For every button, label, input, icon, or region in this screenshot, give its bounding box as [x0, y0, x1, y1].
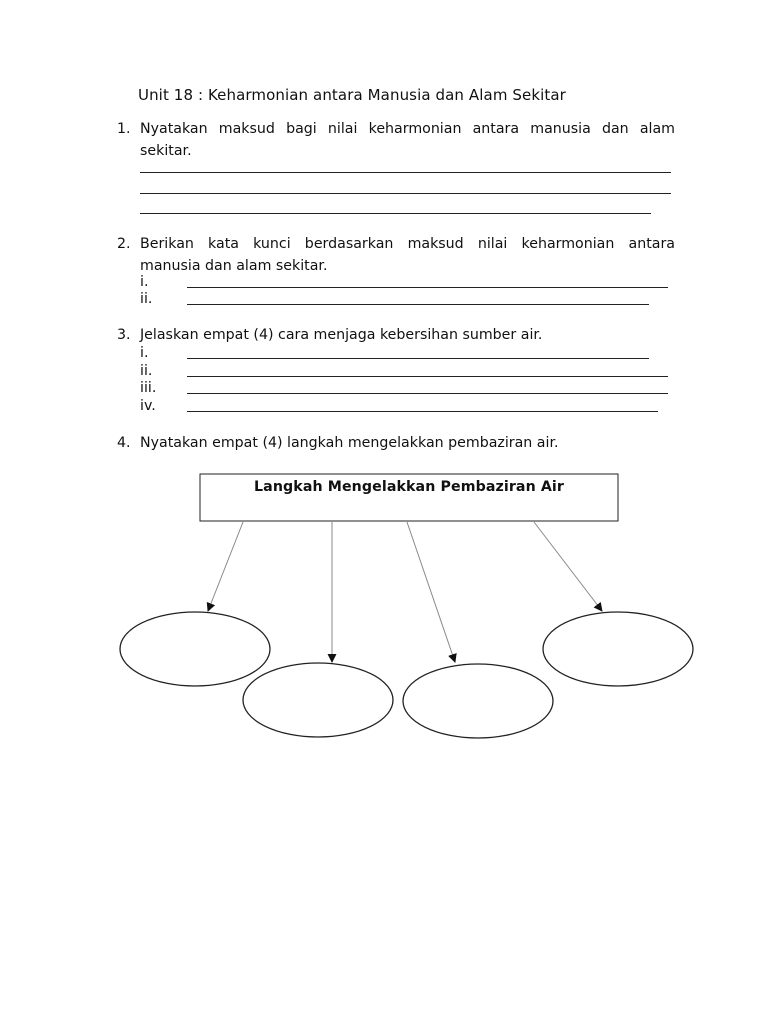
question-1-number: 1.	[117, 121, 131, 137]
diagram-title: Langkah Mengelakkan Pembaziran Air	[254, 479, 564, 495]
item-label: iii.	[140, 380, 157, 396]
question-2-number: 2.	[117, 236, 131, 252]
answer-ellipse-3[interactable]	[403, 664, 553, 738]
question-3-number: 3.	[117, 327, 131, 343]
question-2-line-1: Berikan kata kunci berdasarkan maksud nilai keharmonian antara	[140, 236, 675, 252]
answer-ellipse-1[interactable]	[120, 612, 270, 686]
item-label: i.	[140, 274, 149, 290]
question-1-line-1: Nyatakan maksud bagi nilai keharmonian antara manusia dan alam	[140, 121, 675, 137]
question-1-line-2: sekitar.	[140, 143, 192, 159]
answer-ellipse-2[interactable]	[243, 663, 393, 737]
question-2-line-2: manusia dan alam sekitar.	[140, 258, 328, 274]
arrow-4	[534, 522, 602, 611]
question-3-text: Jelaskan empat (4) cara menjaga kebersihan sumber air.	[140, 327, 543, 343]
item-label: ii.	[140, 291, 153, 307]
arrow-3	[407, 522, 455, 662]
item-label: ii.	[140, 363, 153, 379]
page-title: Unit 18 : Keharmonian antara Manusia dan Alam Sekitar	[138, 86, 566, 104]
arrow-1	[208, 522, 243, 611]
question-4-text: Nyatakan empat (4) langkah mengelakkan pembaziran air.	[140, 435, 559, 451]
question-4-number: 4.	[117, 435, 131, 451]
item-label: i.	[140, 345, 149, 361]
answer-ellipse-4[interactable]	[543, 612, 693, 686]
item-label: iv.	[140, 398, 156, 414]
